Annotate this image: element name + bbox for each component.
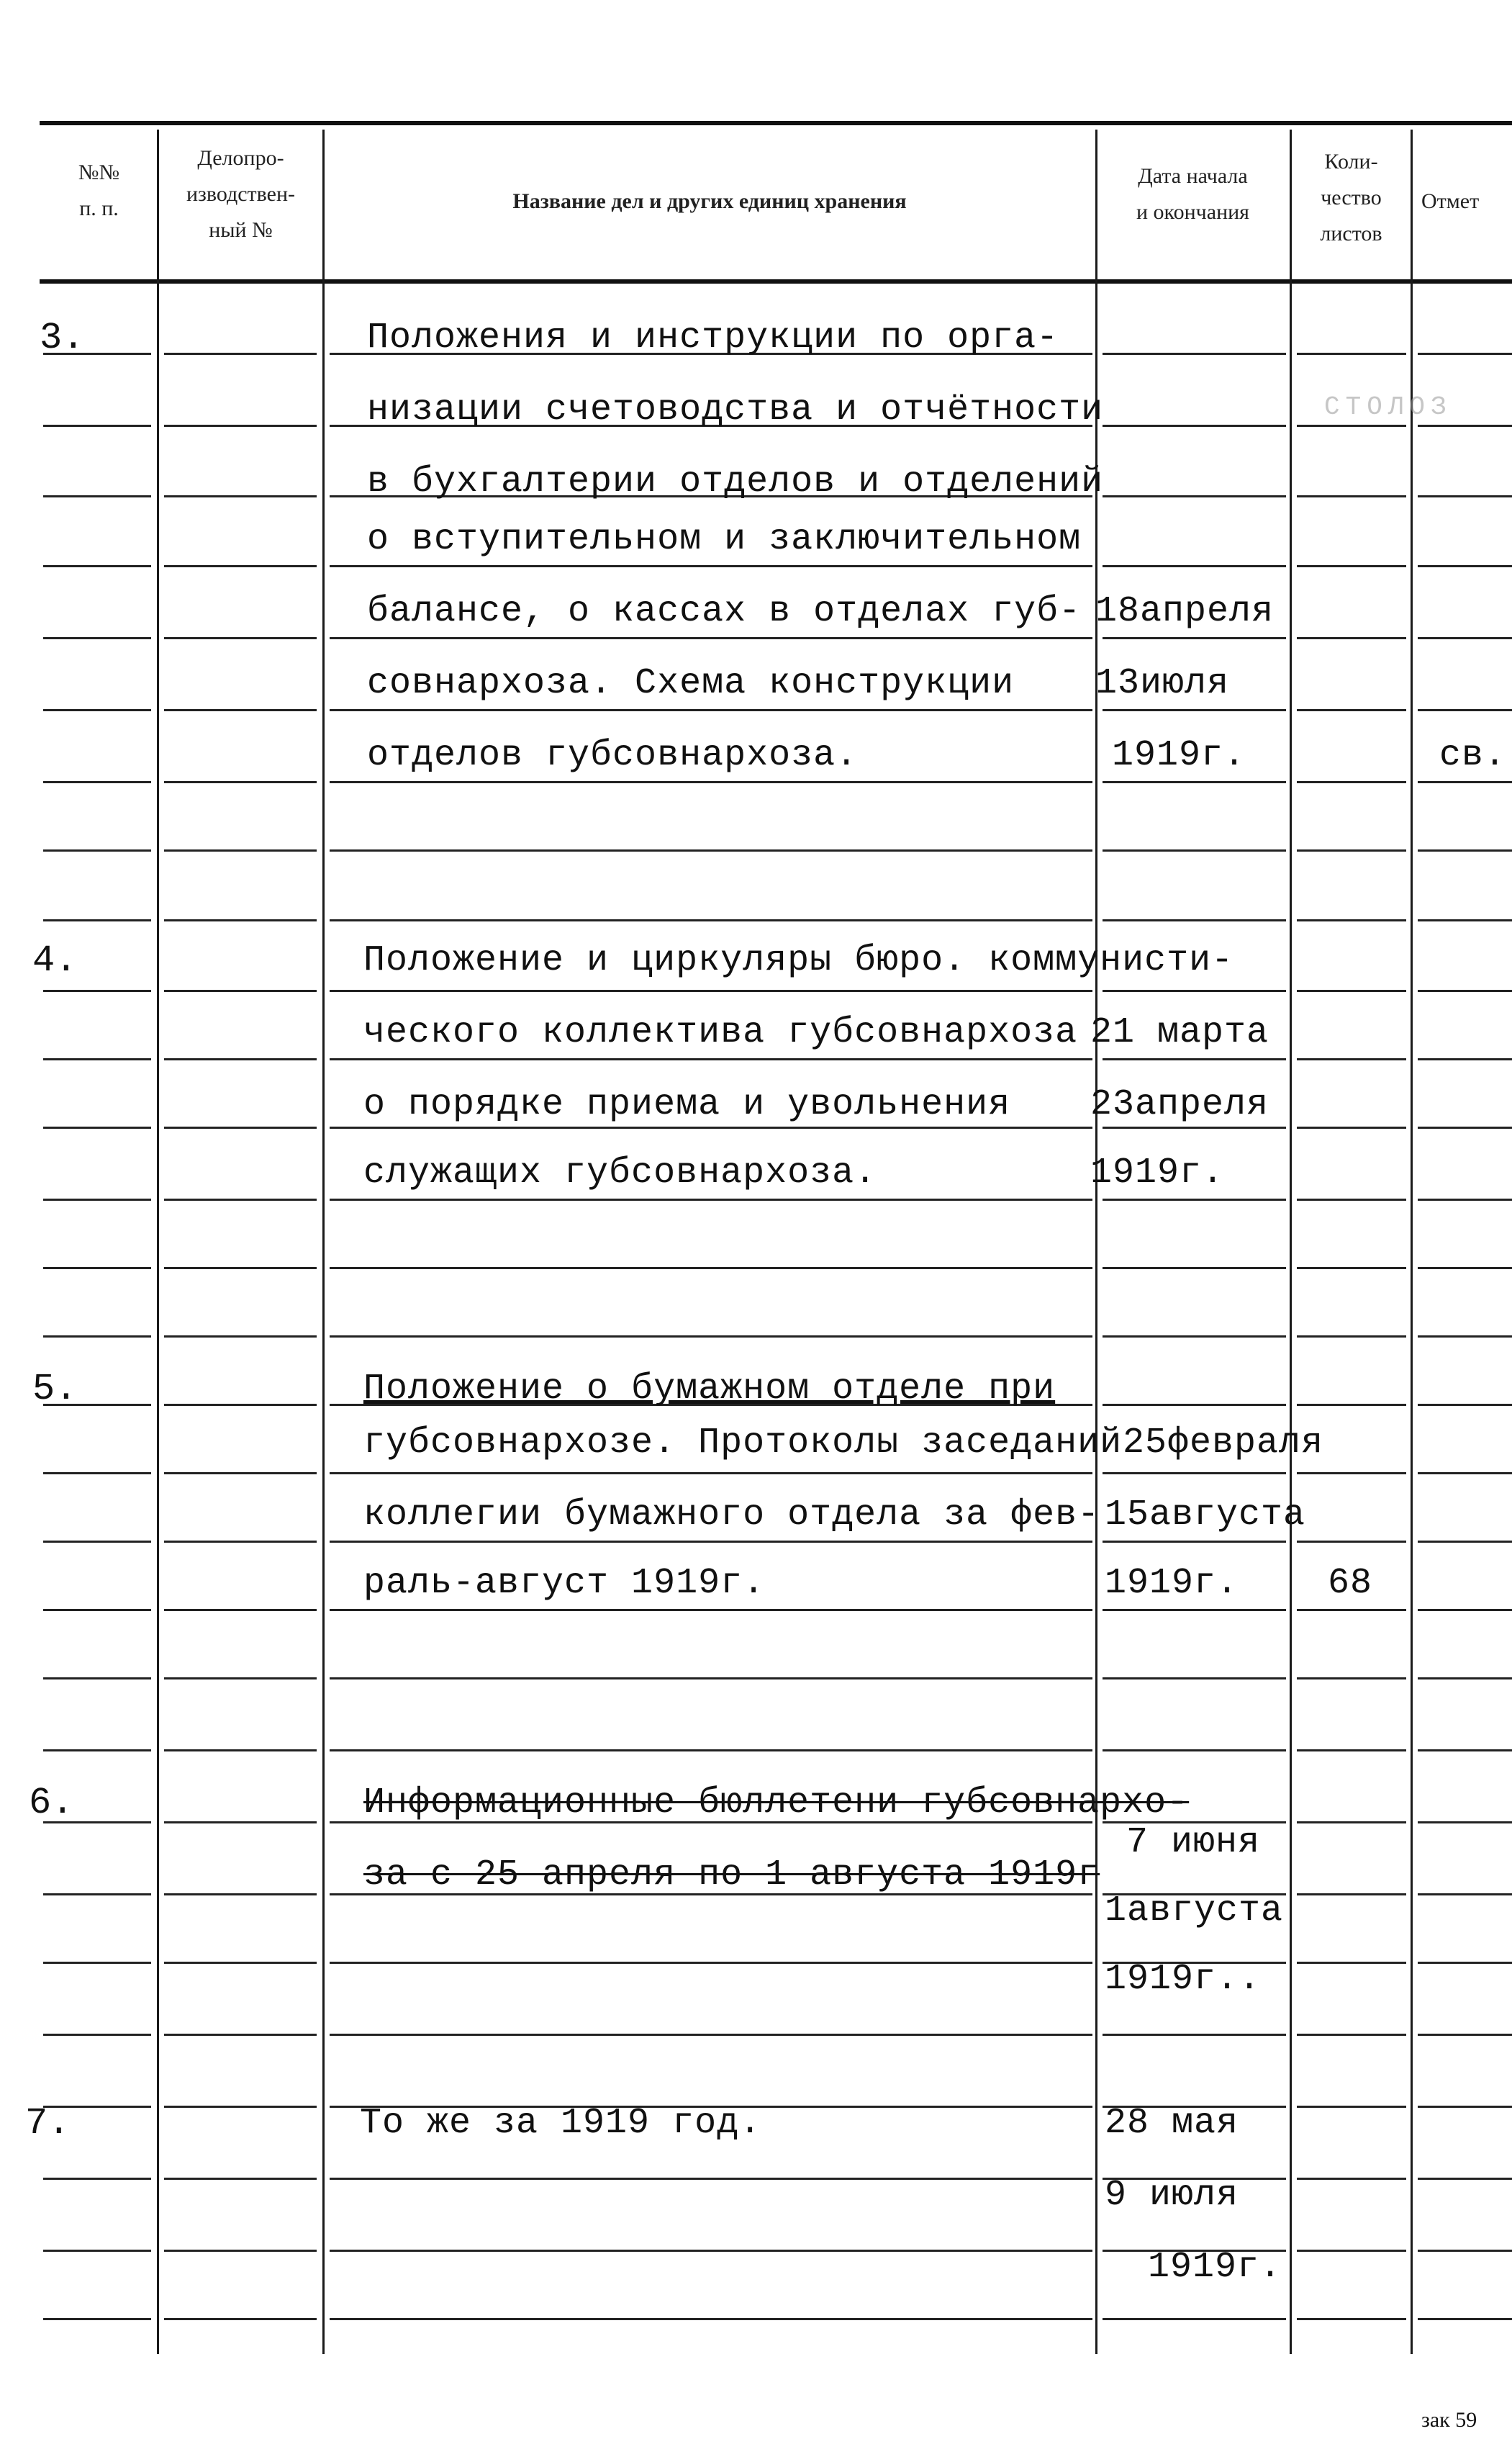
row-rule	[43, 1677, 151, 1679]
row-rule	[164, 709, 317, 711]
row-rule	[1297, 849, 1406, 852]
row-rule	[1297, 2034, 1406, 2036]
date-start: 25февраля	[1123, 1422, 1324, 1464]
row-rule	[330, 1335, 1092, 1338]
row-rule	[164, 2250, 317, 2252]
row-rule	[164, 1404, 317, 1406]
row-rule	[1418, 1335, 1512, 1338]
row-rule	[330, 2178, 1092, 2180]
row-rule	[1297, 353, 1406, 355]
row-rule	[164, 1267, 317, 1269]
header-col-office-line2: изводствен-	[186, 182, 296, 206]
date-end: 13июля	[1095, 663, 1230, 704]
row-rule	[1297, 781, 1406, 783]
row-rule	[1103, 2318, 1286, 2320]
title-line: о вступительном и заключительном	[367, 519, 1082, 560]
row-rule	[164, 1058, 317, 1060]
row-rule	[1297, 425, 1406, 427]
row-rule	[1297, 1199, 1406, 1201]
divider-dates	[1290, 130, 1292, 2354]
row-rule	[164, 1472, 317, 1474]
row-rule	[1418, 1677, 1512, 1679]
header-col-dates	[1097, 158, 1288, 230]
row-rule	[1297, 709, 1406, 711]
row-rule	[43, 2250, 151, 2252]
divider-office	[322, 130, 325, 2354]
row-rule	[43, 1267, 151, 1269]
row-rule	[1103, 849, 1286, 852]
title-line-struck: Информационные бюллетени губсовнархо-	[363, 1782, 1190, 1823]
date-end: 23апреля	[1090, 1084, 1269, 1125]
title-line: балансе, о кассах в отделах губ-	[367, 591, 1082, 632]
title-line: совнархоза. Схема конструкции	[367, 663, 1015, 704]
row-rule	[1103, 1335, 1286, 1338]
header-col-office-no	[160, 140, 322, 248]
row-rule	[164, 919, 317, 921]
row-rule	[1297, 1267, 1406, 1269]
row-rule	[43, 781, 151, 783]
row-rule	[1103, 1677, 1286, 1679]
row-rule	[330, 849, 1092, 852]
row-rule	[43, 919, 151, 921]
row-rule	[43, 565, 151, 567]
header-col-no	[43, 155, 155, 227]
row-rule	[164, 1335, 317, 1338]
row-rule	[164, 2178, 317, 2180]
row-rule	[164, 637, 317, 639]
row-rule	[1297, 1335, 1406, 1338]
row-rule	[1418, 990, 1512, 992]
row-rule	[1418, 1472, 1512, 1474]
header-col-count-line2: чество	[1321, 186, 1382, 209]
title-line: раль-август 1919г.	[363, 1563, 766, 1604]
row-rule	[1418, 1267, 1512, 1269]
row-rule	[164, 1541, 317, 1543]
title-line: в бухгалтерии отделов и отделений	[367, 461, 1104, 502]
entry-number: 6.	[29, 1782, 74, 1824]
row-rule	[164, 1609, 317, 1611]
row-rule	[164, 353, 317, 355]
row-rule	[1418, 1893, 1512, 1895]
row-rule	[43, 849, 151, 852]
date-end: 15августа	[1105, 1494, 1306, 1536]
row-rule	[1103, 565, 1286, 567]
row-rule	[1297, 1821, 1406, 1823]
entry-number: 7.	[25, 2102, 71, 2145]
row-rule	[164, 1821, 317, 1823]
header-top-rule	[40, 121, 1512, 125]
header-col-title: Название дел и других единиц хранения	[512, 189, 907, 213]
title-line: Положения и инструкции по орга-	[367, 317, 1059, 359]
title-line: Положение о бумажном отделе при	[363, 1368, 1056, 1410]
row-rule	[164, 1749, 317, 1751]
row-rule	[1418, 2318, 1512, 2320]
note: св.	[1439, 735, 1507, 776]
row-rule	[1418, 425, 1512, 427]
row-rule	[164, 2034, 317, 2036]
header-col-dates-line1: Дата начала	[1138, 164, 1248, 188]
row-rule	[1297, 1541, 1406, 1543]
title-line: ческого коллектива губсовнархоза	[363, 1012, 1078, 1053]
row-rule	[1418, 1127, 1512, 1129]
row-rule	[164, 425, 317, 427]
row-rule	[43, 2318, 151, 2320]
row-rule	[1103, 495, 1286, 497]
row-rule	[164, 495, 317, 497]
row-rule	[1297, 919, 1406, 921]
row-rule	[1418, 2034, 1512, 2036]
row-rule	[164, 1127, 317, 1129]
date-year: 1919г.	[1148, 2247, 1282, 2288]
date-start: 7 июня	[1126, 1822, 1261, 1863]
faint-stamp: СТОЛОЗ	[1324, 392, 1452, 422]
row-rule	[330, 1267, 1092, 1269]
row-rule	[330, 1962, 1092, 1964]
title-line: служащих губсовнархоза.	[363, 1153, 877, 1194]
row-rule	[1103, 425, 1286, 427]
title-line: То же за 1919 год.	[360, 2103, 762, 2144]
title-line-struck: за с 25 апреля по 1 августа 1919г	[363, 1854, 1100, 1895]
date-year: 1919г.	[1090, 1153, 1225, 1194]
row-rule	[43, 709, 151, 711]
row-rule	[330, 2250, 1092, 2252]
row-rule	[1297, 990, 1406, 992]
header-col-notes: Отмет	[1421, 189, 1480, 213]
row-rule	[1297, 2250, 1406, 2252]
row-rule	[1103, 919, 1286, 921]
row-rule	[1297, 1962, 1406, 1964]
row-rule	[1418, 1962, 1512, 1964]
date-year: 1919г..	[1105, 1959, 1262, 2000]
title-line: о порядке приема и увольнения	[363, 1084, 1011, 1125]
row-rule	[1418, 709, 1512, 711]
row-rule	[330, 2034, 1092, 2036]
row-rule	[43, 1127, 151, 1129]
date-year: 1919г.	[1112, 735, 1246, 776]
row-rule	[330, 1749, 1092, 1751]
sheet-count: 68	[1328, 1563, 1373, 1604]
row-rule	[43, 2178, 151, 2180]
row-rule	[43, 1893, 151, 1895]
row-rule	[1418, 2178, 1512, 2180]
row-rule	[1297, 1404, 1406, 1406]
row-rule	[164, 565, 317, 567]
row-rule	[1418, 1404, 1512, 1406]
row-rule	[43, 637, 151, 639]
row-rule	[43, 425, 151, 427]
row-rule	[1297, 2178, 1406, 2180]
header-col-count-line1: Коли-	[1324, 150, 1378, 173]
title-line: губсовнархозе. Протоколы заседаний	[363, 1422, 1123, 1464]
header-col-office-line3: ный №	[209, 218, 273, 242]
row-rule	[1103, 353, 1286, 355]
row-rule	[164, 2318, 317, 2320]
row-rule	[1418, 1821, 1512, 1823]
row-rule	[1297, 637, 1406, 639]
title-line: Положение и циркуляры бюро. коммунисти-	[363, 940, 1234, 981]
date-end: 9 июля	[1105, 2175, 1239, 2216]
row-rule	[1103, 1404, 1286, 1406]
row-rule	[43, 1541, 151, 1543]
row-rule	[1297, 1893, 1406, 1895]
row-rule	[164, 1962, 317, 1964]
row-rule	[1418, 1199, 1512, 1201]
row-rule	[1297, 1749, 1406, 1751]
divider-count	[1411, 130, 1413, 2354]
row-rule	[1297, 495, 1406, 497]
header-col-no-line2: п. п.	[79, 197, 119, 220]
row-rule	[1418, 495, 1512, 497]
row-rule	[43, 1962, 151, 1964]
row-rule	[330, 919, 1092, 921]
row-rule	[1103, 1267, 1286, 1269]
row-rule	[1418, 1749, 1512, 1751]
entry-number: 3.	[40, 317, 85, 359]
date-start: 18апреля	[1095, 591, 1275, 632]
row-rule	[43, 1058, 151, 1060]
date-end: 1августа	[1105, 1890, 1284, 1931]
row-rule	[43, 495, 151, 497]
row-rule	[1418, 1058, 1512, 1060]
row-rule	[1297, 1058, 1406, 1060]
row-rule	[164, 990, 317, 992]
row-rule	[1297, 565, 1406, 567]
row-rule	[1418, 2250, 1512, 2252]
row-rule	[164, 781, 317, 783]
row-rule	[164, 1199, 317, 1201]
row-rule	[43, 1749, 151, 1751]
row-rule	[1103, 1749, 1286, 1751]
row-rule	[164, 849, 317, 852]
row-rule	[1418, 2106, 1512, 2108]
header-col-dates-line2: и окончания	[1136, 200, 1249, 224]
row-rule	[164, 1677, 317, 1679]
row-rule	[1297, 2106, 1406, 2108]
entry-number: 4.	[32, 939, 78, 982]
header-col-count	[1292, 144, 1411, 252]
row-rule	[1418, 849, 1512, 852]
row-rule	[330, 2318, 1092, 2320]
row-rule	[43, 1472, 151, 1474]
row-rule	[1103, 2034, 1286, 2036]
row-rule	[43, 1335, 151, 1338]
entry-number: 5.	[32, 1368, 78, 1410]
row-rule	[1418, 565, 1512, 567]
row-rule	[164, 1893, 317, 1895]
title-line: отделов губсовнархоза.	[367, 735, 859, 776]
row-rule	[330, 1677, 1092, 1679]
row-rule	[43, 2034, 151, 2036]
row-rule	[1418, 637, 1512, 639]
row-rule	[43, 1199, 151, 1201]
date-year: 1919г.	[1105, 1563, 1239, 1604]
header-col-count-line3: листов	[1320, 222, 1382, 245]
row-rule	[1418, 353, 1512, 355]
row-rule	[164, 2106, 317, 2108]
row-rule	[1297, 1127, 1406, 1129]
title-line: низации счетоводства и отчётности	[367, 389, 1104, 430]
row-rule	[1297, 2318, 1406, 2320]
date-start: 21 марта	[1090, 1012, 1269, 1053]
row-rule	[1418, 919, 1512, 921]
title-line: коллегии бумажного отдела за фев-	[363, 1494, 1100, 1536]
header-col-office-line1: Делопро-	[197, 146, 284, 170]
row-rule	[1418, 1541, 1512, 1543]
row-rule	[1418, 1609, 1512, 1611]
row-rule	[43, 1609, 151, 1611]
row-rule	[1297, 1677, 1406, 1679]
date-start: 28 мая	[1105, 2103, 1239, 2144]
order-number: зак 59	[1421, 2408, 1477, 2432]
header-col-no-line1: №№	[78, 161, 120, 184]
divider-no	[157, 130, 159, 2354]
